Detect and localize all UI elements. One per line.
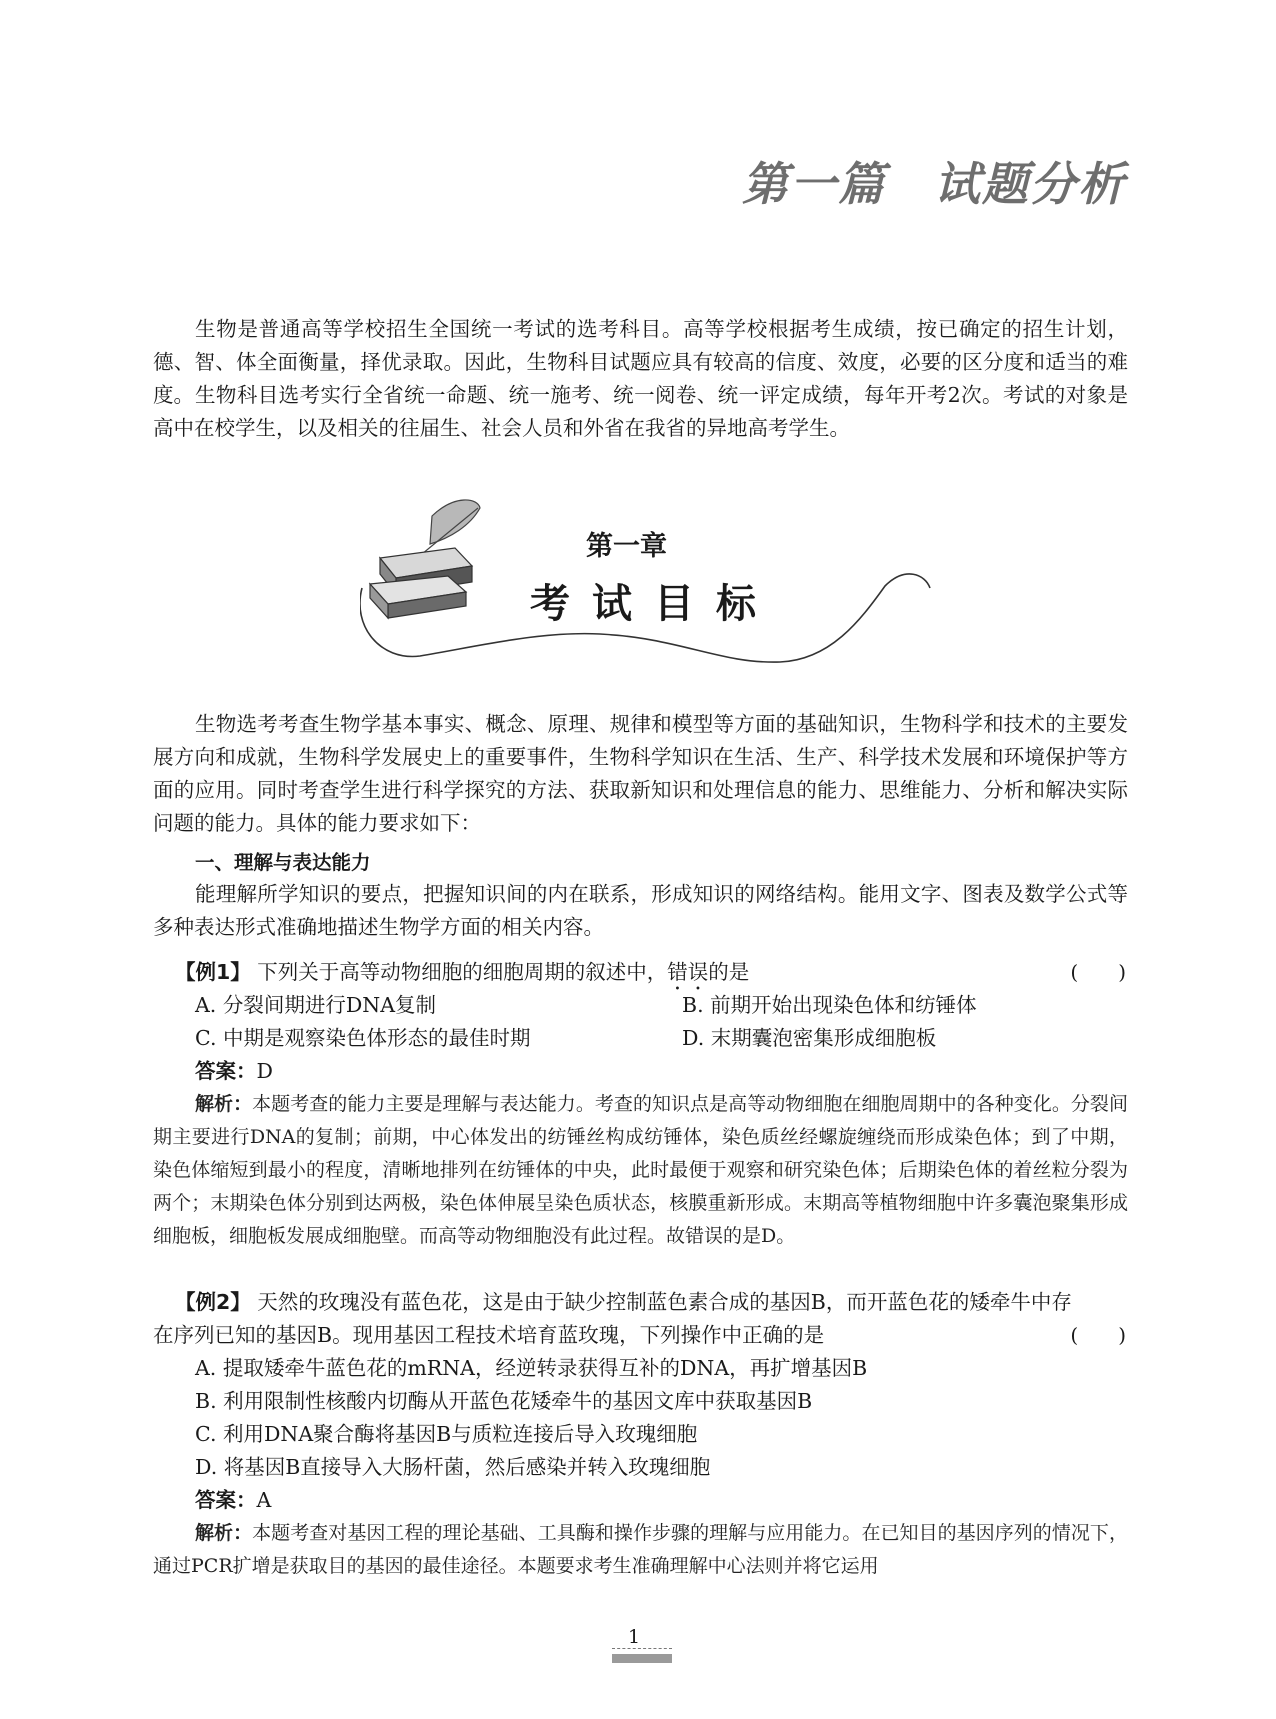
- page-number-bar: [612, 1654, 672, 1663]
- example1-answer-value: D: [256, 1059, 273, 1083]
- example2-answer-blank: ( ): [1070, 1323, 1126, 1347]
- chapter-banner: [360, 496, 935, 674]
- example2-option-c: C. 利用DNA聚合酶将基因B与质粒连接后导入玫瑰细胞: [195, 1422, 698, 1446]
- example1-answer: [195, 1055, 273, 1088]
- example1-label: 【例1】: [175, 960, 251, 984]
- example2-analysis-label: 解析：: [195, 1522, 253, 1544]
- example1-answer-blank: ( ): [1070, 960, 1126, 984]
- example1-option-c: C. 中期是观察染色体形态的最佳时期: [195, 1026, 531, 1050]
- example2-analysis-text: 本题考查对基因工程的理论基础、工具酶和操作步骤的理解与应用能力。在已知目的基因序列的情况下，通过PCR扩增是获取目的基因的最佳途径。本题要求考生准确理解中心法则并将它运用: [153, 1522, 1128, 1577]
- example1-question-post: 的是: [708, 960, 750, 984]
- example2-label: 【例2】: [175, 1290, 251, 1314]
- example2-option-a: A. 提取矮牵牛蓝色花的mRNA，经逆转录获得互补的DNA，再扩增基因B: [195, 1356, 868, 1380]
- section-heading: 一、理解与表达能力: [195, 851, 371, 874]
- example1-analysis-label: 解析：: [195, 1093, 253, 1115]
- page-number: 1: [628, 1626, 641, 1648]
- example1-answer-label: 答案：: [195, 1059, 257, 1083]
- example2-answer-label: 答案：: [195, 1488, 257, 1512]
- intro-paragraph-2: 生物科目选考实行全省统一命题、统一施考、统一阅卷、统一评定成绩，每年开考2次。考试的对象是高中在校学生，以及相关的往届生、社会人员和外省在我省的异地高考学生。: [153, 383, 1128, 440]
- body-paragraph: 生物选考考查生物学基本事实、概念、原理、规律和模型等方面的基础知识，生物科学和技术的主要发展方向和成就，生物科学发展史上的重要事件，生物科学知识在生活、生产、科学技术发展和环境保护等方面的应用。同时考查学生进行科学探究的方法、获取新知识和处理信息的能力、思维能力、分析和解决实际问题的能力。具体的能力要求如下：: [153, 712, 1128, 835]
- part-title: 第一篇 试题分析: [742, 157, 1126, 211]
- example2-question-line2: 在序列已知的基因B。现用基因工程技术培育蓝玫瑰，下列操作中正确的是: [153, 1323, 825, 1347]
- page-number-rule: [612, 1648, 672, 1649]
- example1-question-pre: 下列关于高等动物细胞的细胞周期的叙述中，: [257, 960, 668, 984]
- example1-option-d: D. 末期囊泡密集形成细胞板: [682, 1026, 937, 1050]
- example2-answer-value: A: [256, 1488, 272, 1512]
- example1-analysis: [153, 1088, 1128, 1253]
- example2-option-d: D. 将基因B直接导入大肠杆菌，然后感染并转入玫瑰细胞: [195, 1455, 711, 1479]
- example1-option-a: A. 分裂间期进行DNA复制: [195, 993, 437, 1017]
- example1-analysis-text: 本题考查的能力主要是理解与表达能力。考查的知识点是高等动物细胞在细胞周期中的各种变化。分裂间期主要进行DNA的复制；前期，中心体发出的纺锤丝构成纺锤体，染色质丝经螺旋缠绕而形成染色体；到了中期，染色体缩短到最小的程度，清晰地排列在纺锤体的中央，此时最便于观察和研究染色体；后期染色体的着丝粒分裂为两个；末期染色体分别到达两极，染色体伸展呈染色质状态，核膜重新形成。末期高等植物细胞中许多囊泡聚集形成细胞板，细胞板发展成细胞壁。而高等动物细胞没有此过程。故错误的是D。: [153, 1093, 1128, 1247]
- chapter-title: 考试目标: [530, 580, 778, 627]
- section-text: 能理解所学知识的要点，把握知识间的内在联系，形成知识的网络结构。能用文字、图表及数学公式等多种表达形式准确地描述生物学方面的相关内容。: [153, 882, 1128, 939]
- chapter-number: 第一章: [586, 531, 667, 562]
- example2-analysis: [153, 1517, 1128, 1583]
- example2-question-line1: [175, 1286, 1072, 1319]
- intro-paragraph-1: 生物是普通高等学校招生全国统一考试的选考科目。高等学校根据考生成绩，按已确定的招生计划，德、智、体全面衡量，择优录取。因此，生物科目试题应具有较高的信度、效度，必要的区分度和适当的难度。: [153, 317, 1128, 407]
- example1-option-b: B. 前期开始出现染色体和纺锤体: [682, 993, 977, 1017]
- example2-option-b: B. 利用限制性核酸内切酶从开蓝色花矮牵牛的基因文库中获取基因B: [195, 1389, 813, 1413]
- example1-emphasis: 错误: [667, 960, 709, 984]
- example2-answer: [195, 1484, 271, 1517]
- example2-question-text1: 天然的玫瑰没有蓝色花，这是由于缺少控制蓝色素合成的基因B，而开蓝色花的矮牵牛中存: [257, 1290, 1072, 1314]
